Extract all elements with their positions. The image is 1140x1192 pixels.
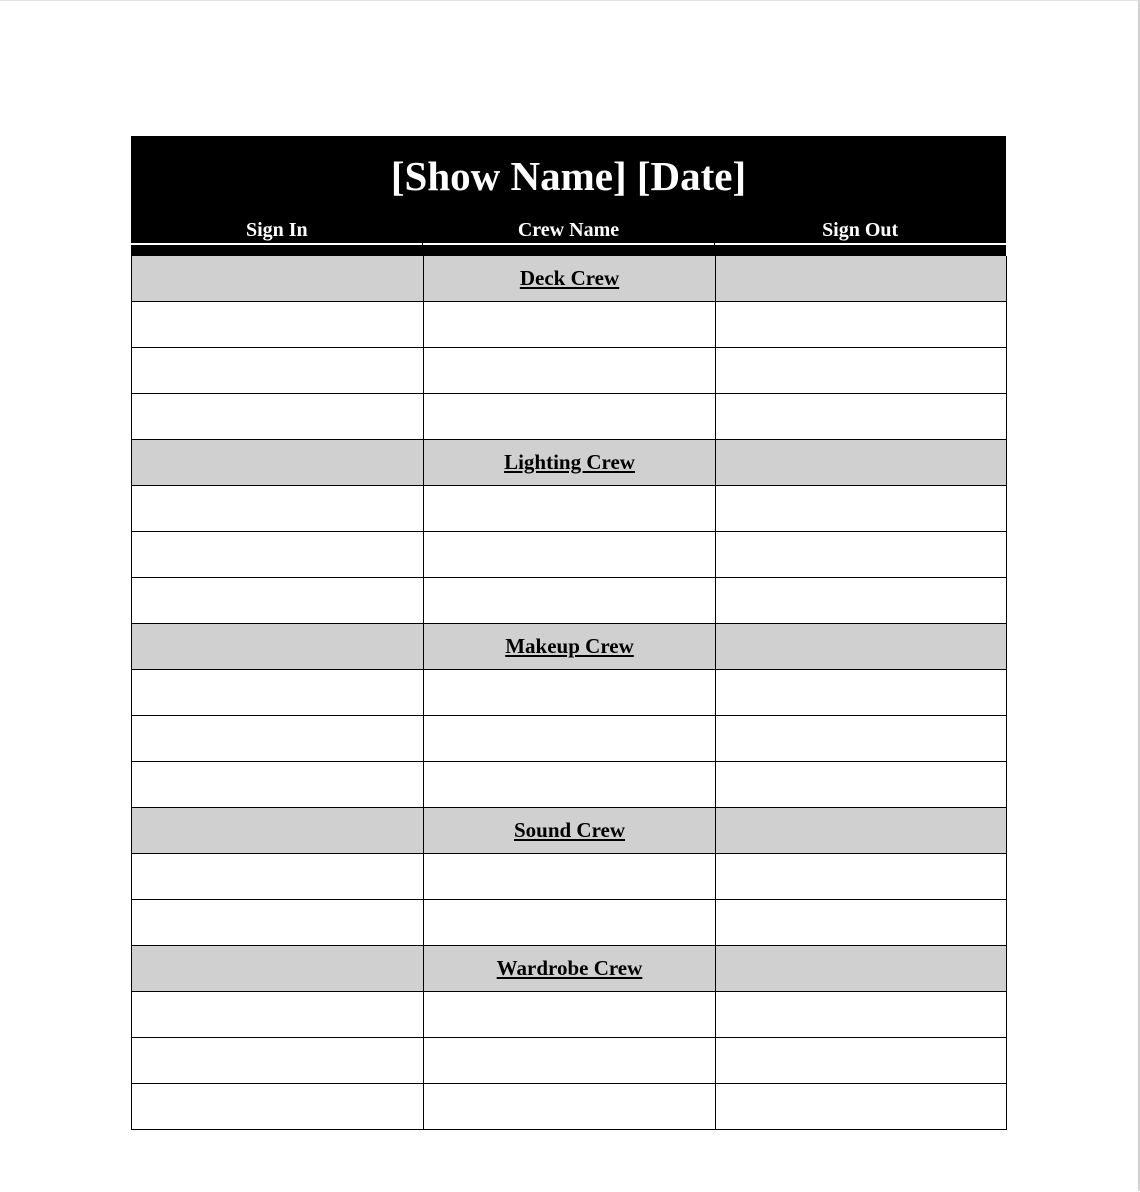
crew-entry-row bbox=[132, 486, 1007, 532]
sign-in-cell[interactable] bbox=[132, 762, 424, 808]
sign-out-cell[interactable] bbox=[716, 1038, 1007, 1084]
section-label-cell bbox=[424, 624, 716, 670]
sign-in-cell[interactable] bbox=[132, 486, 424, 532]
sign-out-cell[interactable] bbox=[716, 578, 1007, 624]
sign-out-cell[interactable] bbox=[716, 716, 1007, 762]
sign-in-cell[interactable] bbox=[132, 348, 424, 394]
sign-in-cell[interactable] bbox=[132, 1084, 424, 1130]
header-divider-gap bbox=[422, 243, 423, 256]
section-row bbox=[132, 256, 1007, 302]
crew-name-cell[interactable] bbox=[424, 578, 716, 624]
sign-out-cell[interactable] bbox=[716, 670, 1007, 716]
header-divider bbox=[131, 243, 1006, 245]
crew-name-cell[interactable] bbox=[424, 394, 716, 440]
sign-in-cell[interactable] bbox=[132, 992, 424, 1038]
section-sign-in-cell bbox=[132, 624, 424, 670]
section-label: Wardrobe Crew bbox=[496, 956, 643, 980]
section-sign-out-cell bbox=[716, 256, 1007, 302]
sign-in-sheet bbox=[131, 136, 1006, 1130]
crew-entry-row bbox=[132, 716, 1007, 762]
crew-name-cell[interactable] bbox=[424, 716, 716, 762]
section-sign-in-cell bbox=[132, 440, 424, 486]
sheet-title: [Show Name] [Date] bbox=[390, 153, 747, 199]
crew-name-cell[interactable] bbox=[424, 992, 716, 1038]
crew-entry-row bbox=[132, 394, 1007, 440]
sheet-header bbox=[131, 136, 1006, 256]
section-sign-in-cell bbox=[132, 808, 424, 854]
section-row bbox=[132, 624, 1007, 670]
sign-out-cell[interactable] bbox=[716, 394, 1007, 440]
crew-entry-row bbox=[132, 578, 1007, 624]
column-header-sign-in: Sign In bbox=[245, 219, 308, 241]
section-sign-in-cell bbox=[132, 256, 424, 302]
crew-name-cell[interactable] bbox=[424, 1038, 716, 1084]
section-label-cell bbox=[424, 256, 716, 302]
sign-in-cell[interactable] bbox=[132, 900, 424, 946]
sign-in-cell[interactable] bbox=[132, 1038, 424, 1084]
sign-out-cell[interactable] bbox=[716, 1084, 1007, 1130]
section-row bbox=[132, 808, 1007, 854]
section-row bbox=[132, 440, 1007, 486]
section-sign-out-cell bbox=[716, 808, 1007, 854]
sign-in-cell[interactable] bbox=[132, 532, 424, 578]
crew-name-cell[interactable] bbox=[424, 1084, 716, 1130]
section-row bbox=[132, 946, 1007, 992]
sign-in-cell[interactable] bbox=[132, 854, 424, 900]
crew-entry-row bbox=[132, 1038, 1007, 1084]
section-sign-out-cell bbox=[716, 946, 1007, 992]
crew-grid bbox=[131, 256, 1007, 1130]
sign-in-cell[interactable] bbox=[132, 302, 424, 348]
section-label: Lighting Crew bbox=[504, 450, 635, 474]
section-sign-in-cell bbox=[132, 946, 424, 992]
crew-grid-body bbox=[132, 256, 1007, 1130]
crew-entry-row bbox=[132, 992, 1007, 1038]
crew-entry-row bbox=[132, 900, 1007, 946]
sign-out-cell[interactable] bbox=[716, 486, 1007, 532]
section-label: Makeup Crew bbox=[505, 634, 634, 658]
sign-in-cell[interactable] bbox=[132, 670, 424, 716]
crew-name-cell[interactable] bbox=[424, 302, 716, 348]
sign-in-cell[interactable] bbox=[132, 394, 424, 440]
crew-name-cell[interactable] bbox=[424, 900, 716, 946]
crew-name-cell[interactable] bbox=[424, 532, 716, 578]
crew-name-cell[interactable] bbox=[424, 762, 716, 808]
sign-out-cell[interactable] bbox=[716, 348, 1007, 394]
sign-out-cell[interactable] bbox=[716, 992, 1007, 1038]
sign-in-cell[interactable] bbox=[132, 578, 424, 624]
sign-out-cell[interactable] bbox=[716, 762, 1007, 808]
crew-name-cell[interactable] bbox=[424, 854, 716, 900]
crew-entry-row bbox=[132, 854, 1007, 900]
sign-out-cell[interactable] bbox=[716, 532, 1007, 578]
section-label-cell bbox=[424, 808, 716, 854]
crew-entry-row bbox=[132, 348, 1007, 394]
section-sign-out-cell bbox=[716, 624, 1007, 670]
section-label-cell bbox=[424, 440, 716, 486]
crew-name-cell[interactable] bbox=[424, 486, 716, 532]
section-label: Deck Crew bbox=[519, 266, 620, 290]
crew-entry-row bbox=[132, 762, 1007, 808]
section-sign-out-cell bbox=[716, 440, 1007, 486]
section-label: Sound Crew bbox=[513, 818, 626, 842]
header-divider-gap bbox=[714, 243, 715, 256]
column-header-sign-out: Sign Out bbox=[822, 219, 899, 241]
column-header-crew-name: Crew Name bbox=[517, 219, 620, 241]
sign-out-cell[interactable] bbox=[716, 302, 1007, 348]
crew-entry-row bbox=[132, 1084, 1007, 1130]
column-headers bbox=[131, 218, 1006, 242]
sign-out-cell[interactable] bbox=[716, 900, 1007, 946]
sign-in-cell[interactable] bbox=[132, 716, 424, 762]
crew-name-cell[interactable] bbox=[424, 670, 716, 716]
section-label-cell bbox=[424, 946, 716, 992]
crew-entry-row bbox=[132, 302, 1007, 348]
crew-entry-row bbox=[132, 670, 1007, 716]
crew-entry-row bbox=[132, 532, 1007, 578]
crew-name-cell[interactable] bbox=[424, 348, 716, 394]
sign-out-cell[interactable] bbox=[716, 854, 1007, 900]
